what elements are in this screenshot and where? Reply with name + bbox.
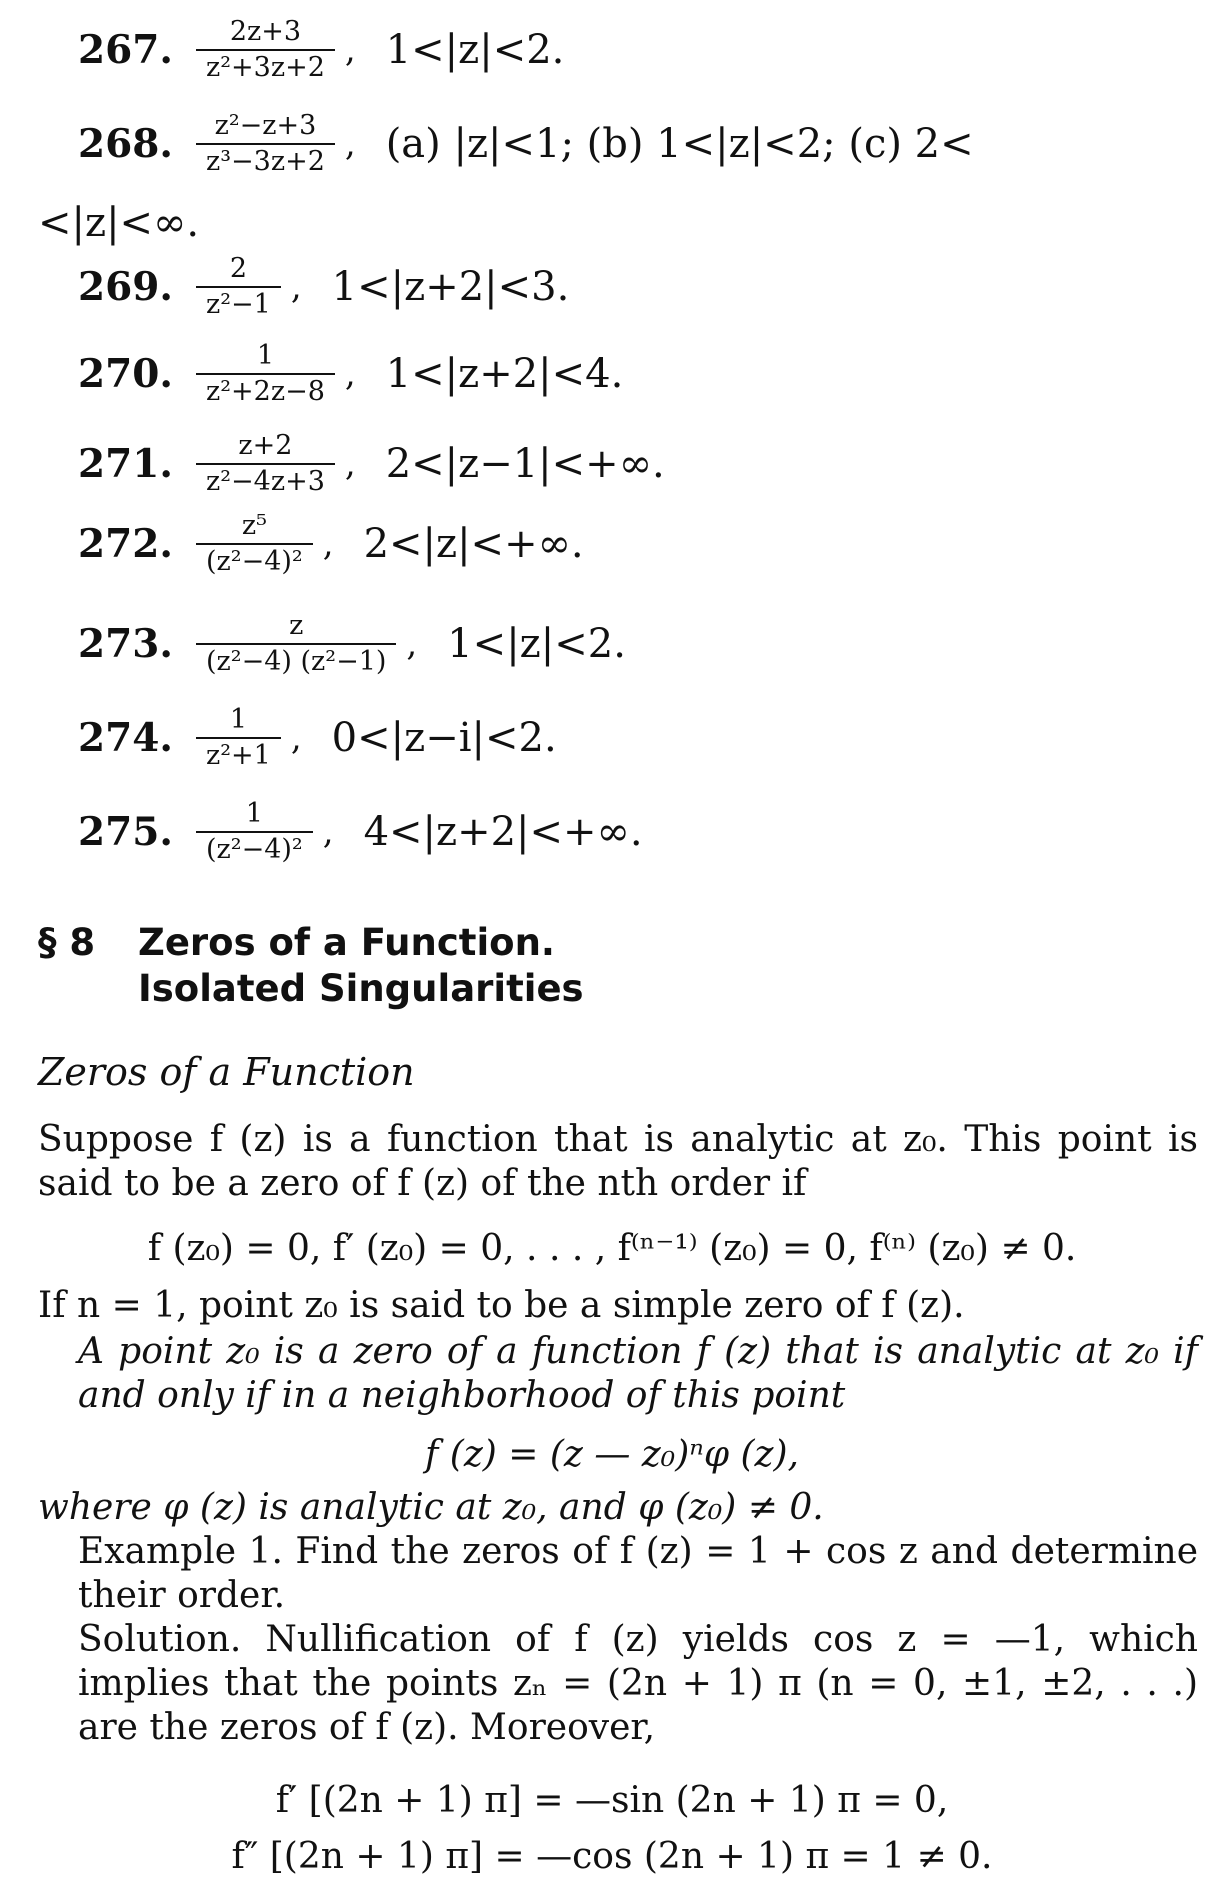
- region-condition: 1<|z+2|<4.: [385, 351, 624, 398]
- equation-factorization: f (z) = (z — z₀)ⁿφ (z),: [425, 1434, 799, 1475]
- numerator: z²−z+3: [214, 110, 317, 141]
- problem-268: 268. $\frac{\text{z²−z+3}}{\text{z³−3z+2}}$ , (a) |z|<1; (b) 1<|z|<2; (c) 2<: [78, 110, 974, 178]
- problem-267: 267. $\frac{2z+3}{\text{z²+3z+2}}$ , 1<|z|<2.: [78, 16, 565, 84]
- numerator: z+2: [238, 430, 293, 461]
- region-condition: 2<|z−1|<+∞.: [385, 441, 665, 488]
- region-condition: 4<|z+2|<+∞.: [363, 809, 643, 856]
- denominator: z³−3z+2: [196, 143, 335, 176]
- denominator: (z²−4) (z²−1): [196, 643, 396, 676]
- numerator: z⁵: [241, 510, 267, 541]
- denominator: z²−4z+3: [196, 463, 335, 496]
- paragraph-theorem: A point z₀ is a zero of a function f (z) that is analytic at z₀ if and only if in a neighborhood of this point: [78, 1331, 1198, 1416]
- problem-number: 273.: [78, 621, 173, 668]
- fraction: [196, 342, 335, 407]
- denominator: (z²−4)²: [196, 543, 313, 576]
- numerator: 2z+3: [229, 16, 302, 47]
- problem-number: 267.: [78, 27, 173, 74]
- fraction: [196, 432, 335, 497]
- problem-number: 270.: [78, 351, 173, 398]
- section-number: § 8: [38, 921, 96, 964]
- problem-269: 269. $\frac{2}{\text{z²−1}}$ , 1<|z+2|<3.: [78, 253, 570, 321]
- denominator: z²−1: [196, 286, 281, 319]
- denominator: z²+2z−8: [196, 373, 335, 406]
- problem-272: 272. $\frac{\text{z⁵}}{\text{(z²−4)²}}$ , 2<|z|<+∞.: [78, 510, 584, 578]
- problem-273: 273. $\frac{z}{\text{(z²−4) (z²−1)}}$ , 1<|z|<2.: [78, 610, 626, 678]
- region-condition: (a) |z|<1; (b) 1<|z|<2; (c) 2<: [385, 121, 974, 168]
- problem-number: 269.: [78, 264, 173, 311]
- subheading: Zeros of a Function: [38, 1050, 415, 1094]
- numerator: 2: [229, 253, 248, 284]
- problem-number: 268.: [78, 121, 173, 168]
- problem-number: 272.: [78, 521, 173, 568]
- section-heading: [38, 920, 584, 1012]
- region-condition: 1<|z|<2.: [385, 27, 565, 74]
- equation-zero-order: f (z₀) = 0, f′ (z₀) = 0, . . . , f⁽ⁿ⁻¹⁾ (z₀) = 0, f⁽ⁿ⁾ (z₀) ≠ 0.: [147, 1228, 1077, 1269]
- denominator: (z²−4)²: [196, 831, 313, 864]
- paragraph-simple-zero: If n = 1, point z₀ is said to be a simple zero of f (z).: [38, 1285, 965, 1326]
- numerator: 1: [256, 340, 275, 371]
- fraction: [196, 512, 313, 577]
- continuation-line: <|z|<∞.: [38, 200, 200, 246]
- fraction: [196, 18, 335, 83]
- numerator: z: [289, 610, 304, 641]
- fraction: [196, 255, 281, 320]
- problem-274: 274. $\frac{1}{\text{z²+1}}$ , 0<|z−i|<2.: [78, 704, 557, 772]
- paragraph-solution: Solution. Nullification of f (z) yields cos z = —1, which implies that the points zₙ = (2n + 1) π (n = 0, ±1, ±2, . . .) are the zeros of f (z). Moreover,: [78, 1619, 1198, 1748]
- fraction: [196, 112, 335, 177]
- denominator: z²+3z+2: [196, 49, 335, 82]
- problem-271: 271. $\frac{z+2}{\text{z²−4z+3}}$ , 2<|z−1|<+∞.: [78, 430, 665, 498]
- region-condition: 1<|z+2|<3.: [331, 264, 570, 311]
- fraction: [196, 706, 281, 771]
- problem-270: 270. $\frac{1}{\text{z²+2z−8}}$ , 1<|z+2|<4.: [78, 340, 624, 408]
- region-condition: 0<|z−i|<2.: [331, 715, 557, 762]
- section-title-line1: Zeros of a Function.: [138, 921, 555, 964]
- paragraph-where: where φ (z) is analytic at z₀, and φ (z₀) ≠ 0.: [38, 1487, 824, 1528]
- numerator: 1: [229, 704, 248, 735]
- problem-number: 271.: [78, 441, 173, 488]
- fraction: [196, 800, 313, 865]
- section-title-line2: Isolated Singularities: [138, 967, 584, 1010]
- region-condition: 2<|z|<+∞.: [363, 521, 584, 568]
- denominator: z²+1: [196, 737, 281, 770]
- equation-second-derivative: f″ [(2n + 1) π] = —cos (2n + 1) π = 1 ≠ 0.: [231, 1836, 993, 1877]
- problem-number: 275.: [78, 809, 173, 856]
- paragraph-example: Example 1. Find the zeros of f (z) = 1 + cos z and determine their order.: [78, 1531, 1198, 1616]
- problem-275: 275. $\frac{1}{\text{(z²−4)²}}$ , 4<|z+2|<+∞.: [78, 798, 643, 866]
- fraction: [196, 612, 396, 677]
- numerator: 1: [245, 798, 263, 829]
- region-condition: 1<|z|<2.: [447, 621, 626, 668]
- paragraph-definition: Suppose f (z) is a function that is analytic at z₀. This point is said to be a zero of f (z) of the nth order if: [38, 1119, 1198, 1204]
- problem-number: 274.: [78, 715, 173, 762]
- equation-first-derivative: f′ [(2n + 1) π] = —sin (2n + 1) π = 0,: [275, 1780, 949, 1821]
